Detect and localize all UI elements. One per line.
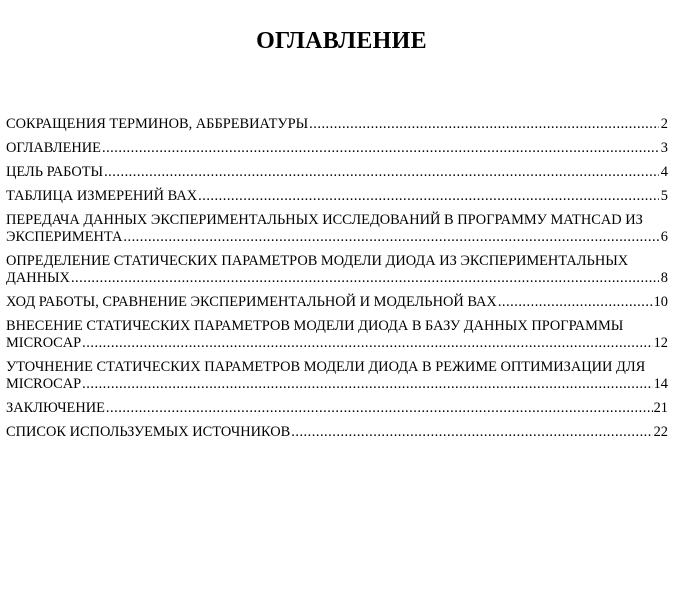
toc-entry-title-line2: MICROCAP <box>6 335 82 351</box>
toc-dot-leader <box>291 424 652 441</box>
toc-entry-optimization[interactable] <box>6 359 668 393</box>
toc-entry-contents[interactable] <box>6 140 668 157</box>
toc-entry-references[interactable] <box>6 424 668 441</box>
toc-entry-iv-table[interactable] <box>6 188 668 205</box>
toc-page-number: 10 <box>653 294 668 310</box>
toc-entry-abbreviations[interactable] <box>6 116 668 133</box>
toc-entry-title-line2: MICROCAP <box>6 376 82 392</box>
page-title: ОГЛАВЛЕНИЕ <box>256 28 427 54</box>
toc-line <box>6 188 668 205</box>
toc-dot-leader <box>82 376 652 393</box>
toc-dot-leader <box>106 400 653 417</box>
toc-dot-leader <box>102 140 659 157</box>
toc-dot-leader <box>309 116 659 133</box>
toc-entry-title: ЗАКЛЮЧЕНИЕ <box>6 400 105 416</box>
toc-line <box>6 335 668 352</box>
toc-page-number: 8 <box>660 270 668 286</box>
toc-page-number: 5 <box>660 188 668 204</box>
toc-entry-comparison[interactable] <box>6 294 668 311</box>
toc-dot-leader <box>123 229 659 246</box>
toc-entry-title: ЦЕЛЬ РАБОТЫ <box>6 164 104 180</box>
toc-page-number: 14 <box>653 376 668 392</box>
toc-entry-title-line1: ПЕРЕДАЧА ДАННЫХ ЭКСПЕРИМЕНТАЛЬНЫХ ИССЛЕДОВАНИЙ В ПРОГРАММУ MATHCAD ИЗ <box>6 212 643 228</box>
toc-entry-conclusion[interactable] <box>6 400 668 417</box>
toc-entry-title-line1: УТОЧНЕНИЕ СТАТИЧЕСКИХ ПАРАМЕТРОВ МОДЕЛИ ДИОДА В РЕЖИМЕ ОПТИМИЗАЦИИ ДЛЯ <box>6 359 646 375</box>
toc-dot-leader <box>104 164 659 181</box>
toc-line <box>6 116 668 133</box>
toc-line <box>6 229 668 246</box>
toc-line <box>6 294 668 311</box>
toc-line <box>6 376 668 393</box>
toc-line <box>6 270 668 287</box>
toc-dot-leader <box>71 270 659 287</box>
toc-entry-title: ХОД РАБОТЫ, СРАВНЕНИЕ ЭКСПЕРИМЕНТАЛЬНОЙ И МОДЕЛЬНОЙ ВАХ <box>6 294 497 310</box>
toc-page-number: 6 <box>660 229 668 245</box>
toc-line <box>6 424 668 441</box>
toc-page-number: 21 <box>653 400 668 416</box>
toc-line <box>6 140 668 157</box>
toc-page-number: 3 <box>660 140 668 156</box>
toc-entry-database[interactable] <box>6 318 668 352</box>
toc-page-number: 2 <box>660 116 668 132</box>
toc-entry-title-line1: ОПРЕДЕЛЕНИЕ СТАТИЧЕСКИХ ПАРАМЕТРОВ МОДЕЛИ ДИОДА ИЗ ЭКСПЕРИМЕНТАЛЬНЫХ <box>6 253 629 269</box>
toc-entry-title: СОКРАЩЕНИЯ ТЕРМИНОВ, АББРЕВИАТУРЫ <box>6 116 309 132</box>
toc-dot-leader <box>198 188 659 205</box>
table-of-contents <box>6 116 668 448</box>
toc-page-number: 12 <box>653 335 668 351</box>
toc-entry-static-params[interactable] <box>6 253 668 287</box>
toc-entry-data-transfer[interactable] <box>6 212 668 246</box>
toc-entry-title-line2: ДАННЫХ <box>6 270 70 286</box>
toc-line <box>6 164 668 181</box>
toc-entry-title: ТАБЛИЦА ИЗМЕРЕНИЙ ВАХ <box>6 188 198 204</box>
toc-entry-title-line2: ЭКСПЕРИМЕНТА <box>6 229 123 245</box>
toc-dot-leader <box>498 294 653 311</box>
toc-dot-leader <box>82 335 652 352</box>
toc-entry-goal[interactable] <box>6 164 668 181</box>
toc-line <box>6 400 668 417</box>
toc-page-number: 4 <box>660 164 668 180</box>
toc-entry-title: СПИСОК ИСПОЛЬЗУЕМЫХ ИСТОЧНИКОВ <box>6 424 291 440</box>
toc-page-number: 22 <box>653 424 668 440</box>
toc-entry-title-line1: ВНЕСЕНИЕ СТАТИЧЕСКИХ ПАРАМЕТРОВ МОДЕЛИ ДИОДА В БАЗУ ДАННЫХ ПРОГРАММЫ <box>6 318 624 334</box>
toc-entry-title: ОГЛАВЛЕНИЕ <box>6 140 101 156</box>
